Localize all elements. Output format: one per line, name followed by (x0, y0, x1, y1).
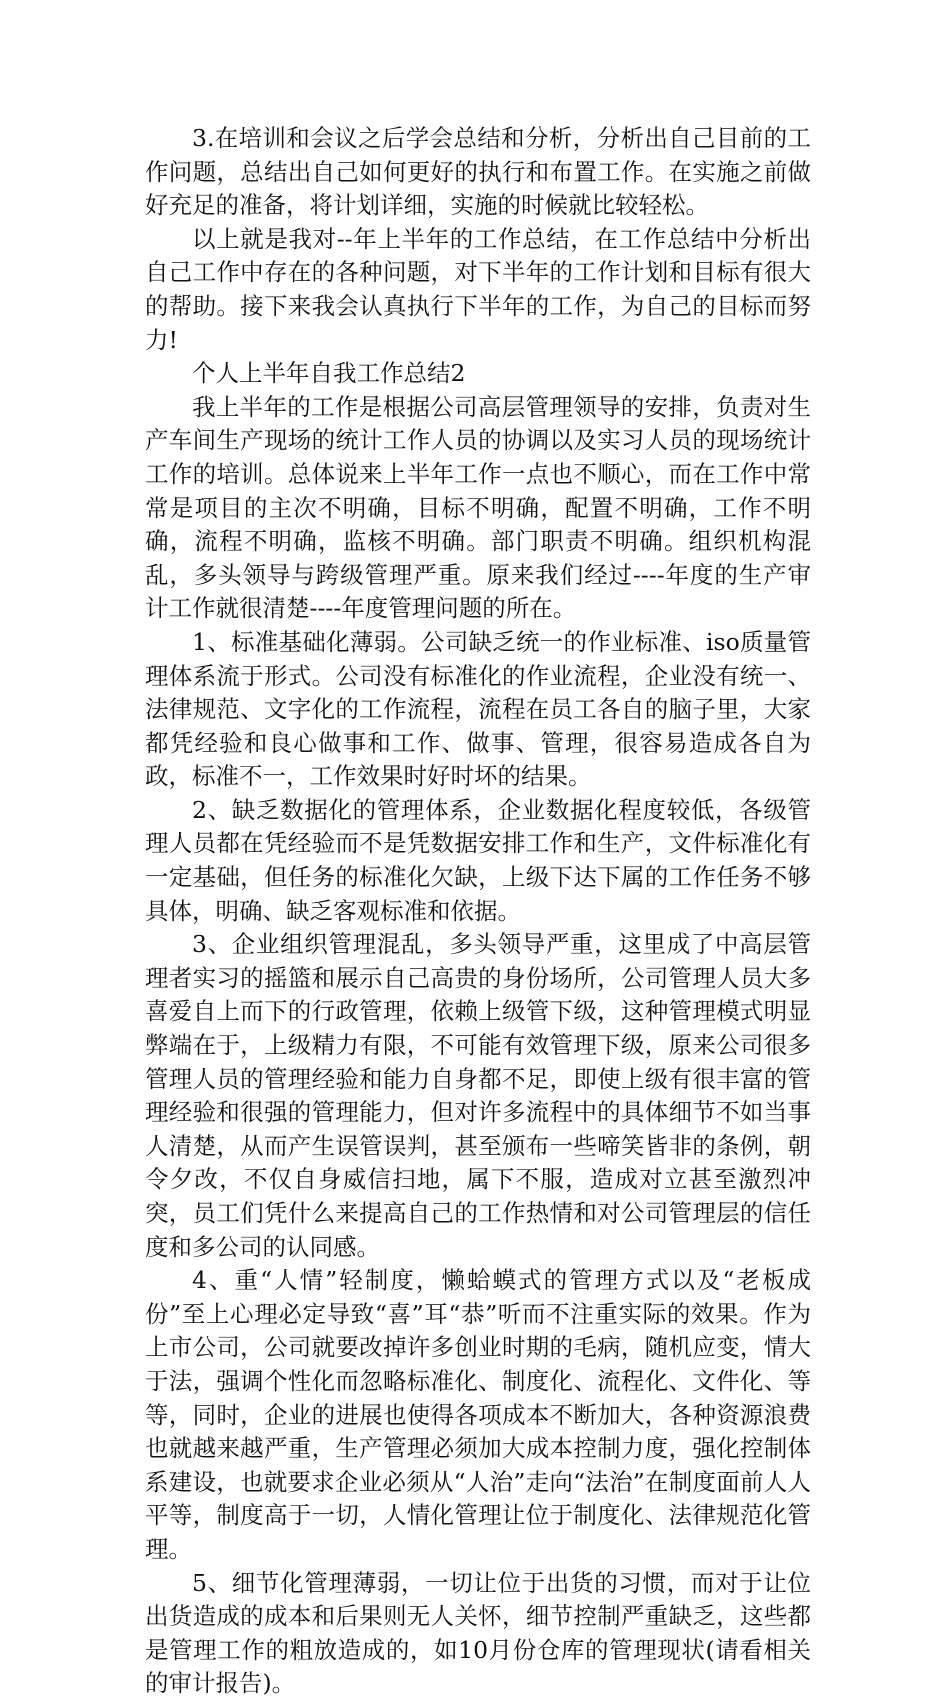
paragraph-issue-2: 2、缺乏数据化的管理体系，企业数据化程度较低，各级管理人员都在凭经验而不是凭数据安排工作和生产，文件标准化有一定基础，但任务的标准化欠缺，上级下达下属的工作任务不够具体，明确、缺乏客观标准和依据。 (145, 795, 811, 925)
paragraph-issue-5: 5、细节化管理薄弱，一切让位于出货的习惯，而对于让位出货造成的成本和后果则无人关怀，细节控制严重缺乏，这些都是管理工作的粗放造成的，如10月份仓库的管理现状(请看相关的审计报告)。 (145, 1568, 811, 1698)
paragraph-issue-1: 1、标准基础化薄弱。公司缺乏统一的作业标准、iso质量管理体系流于形式。公司没有标准化的作业流程，企业没有统一、法律规范、文字化的工作流程，流程在员工各自的脑子里，大家都凭经验和良心做事和工作、做事、管理，很容易造成各自为政，标准不一，工作效果时好时坏的结果。 (145, 627, 811, 791)
paragraph-issue-3: 3、企业组织管理混乱，多头领导严重，这里成了中高层管理者实习的摇篮和展示自己高贵的身份场所，公司管理人员大多喜爱自上而下的行政管理，依赖上级管下级，这种管理模式明显弊端在于，上级精力有限，不可能有效管理下级，原来公司很多管理人员的管理经验和能力自身都不足，即使上级有很丰富的管理经验和很强的管理能力，但对许多流程中的具体细节不如当事人清楚，从而产生误管误判，甚至颁布一些啼笑皆非的条例，朝令夕改，不仅自身威信扫地，属下不服，造成对立甚至激烈冲突，员工们凭什么来提高自己的工作热情和对公司管理层的信任度和多公司的认同感。 (145, 930, 811, 1261)
document-page (145, 122, 811, 1701)
paragraph-intro: 我上半年的工作是根据公司高层管理领导的安排，负责对生产车间生产现场的统计工作人员的协调以及实习人员的现场统计工作的培训。总体说来上半年工作一点也不顺心，而在工作中常常是项目的主次不明确，目标不明确，配置不明确，工作不明确，流程不明确，监核不明确。部门职责不明确。组织机构混乱，多头领导与跨级管理严重。原来我们经过----年度的生产审计工作就很清楚----年度管理问题的所在。 (145, 392, 811, 623)
paragraph-summary-point-3: 3.在培训和会议之后学会总结和分析，分析出自己目前的工作问题，总结出自己如何更好的执行和布置工作。在实施之前做好充足的准备，将计划详细，实施的时候就比较轻松。 (145, 124, 811, 220)
paragraph-conclusion: 以上就是我对--年上半年的工作总结，在工作总结中分析出自己工作中存在的各种问题，对下半年的工作计划和目标有很大的帮助。接下来我会认真执行下半年的工作，为自己的目标而努力! (145, 224, 811, 354)
paragraph-issue-4: 4、重“人情”轻制度，懒蛤蟆式的管理方式以及“老板成份”至上心理必定导致“喜”耳“恭”听而不注重实际的效果。作为上市公司，公司就要改掉许多创业时期的毛病，随机应变，情大于法，强调个性化而忽略标准化、制度化、流程化、文件化、等等，同时，企业的进展也使得各项成本不断加大，各种资源浪费也就越来越严重，生产管理必须加大成本控制力度，强化控制体系建设，也就要求企业必须从“人治”走向“法治”在制度面前人人平等，制度高于一切，人情化管理让位于制度化、法律规范化管理。 (145, 1266, 811, 1563)
section-heading: 个人上半年自我工作总结2 (192, 359, 466, 388)
